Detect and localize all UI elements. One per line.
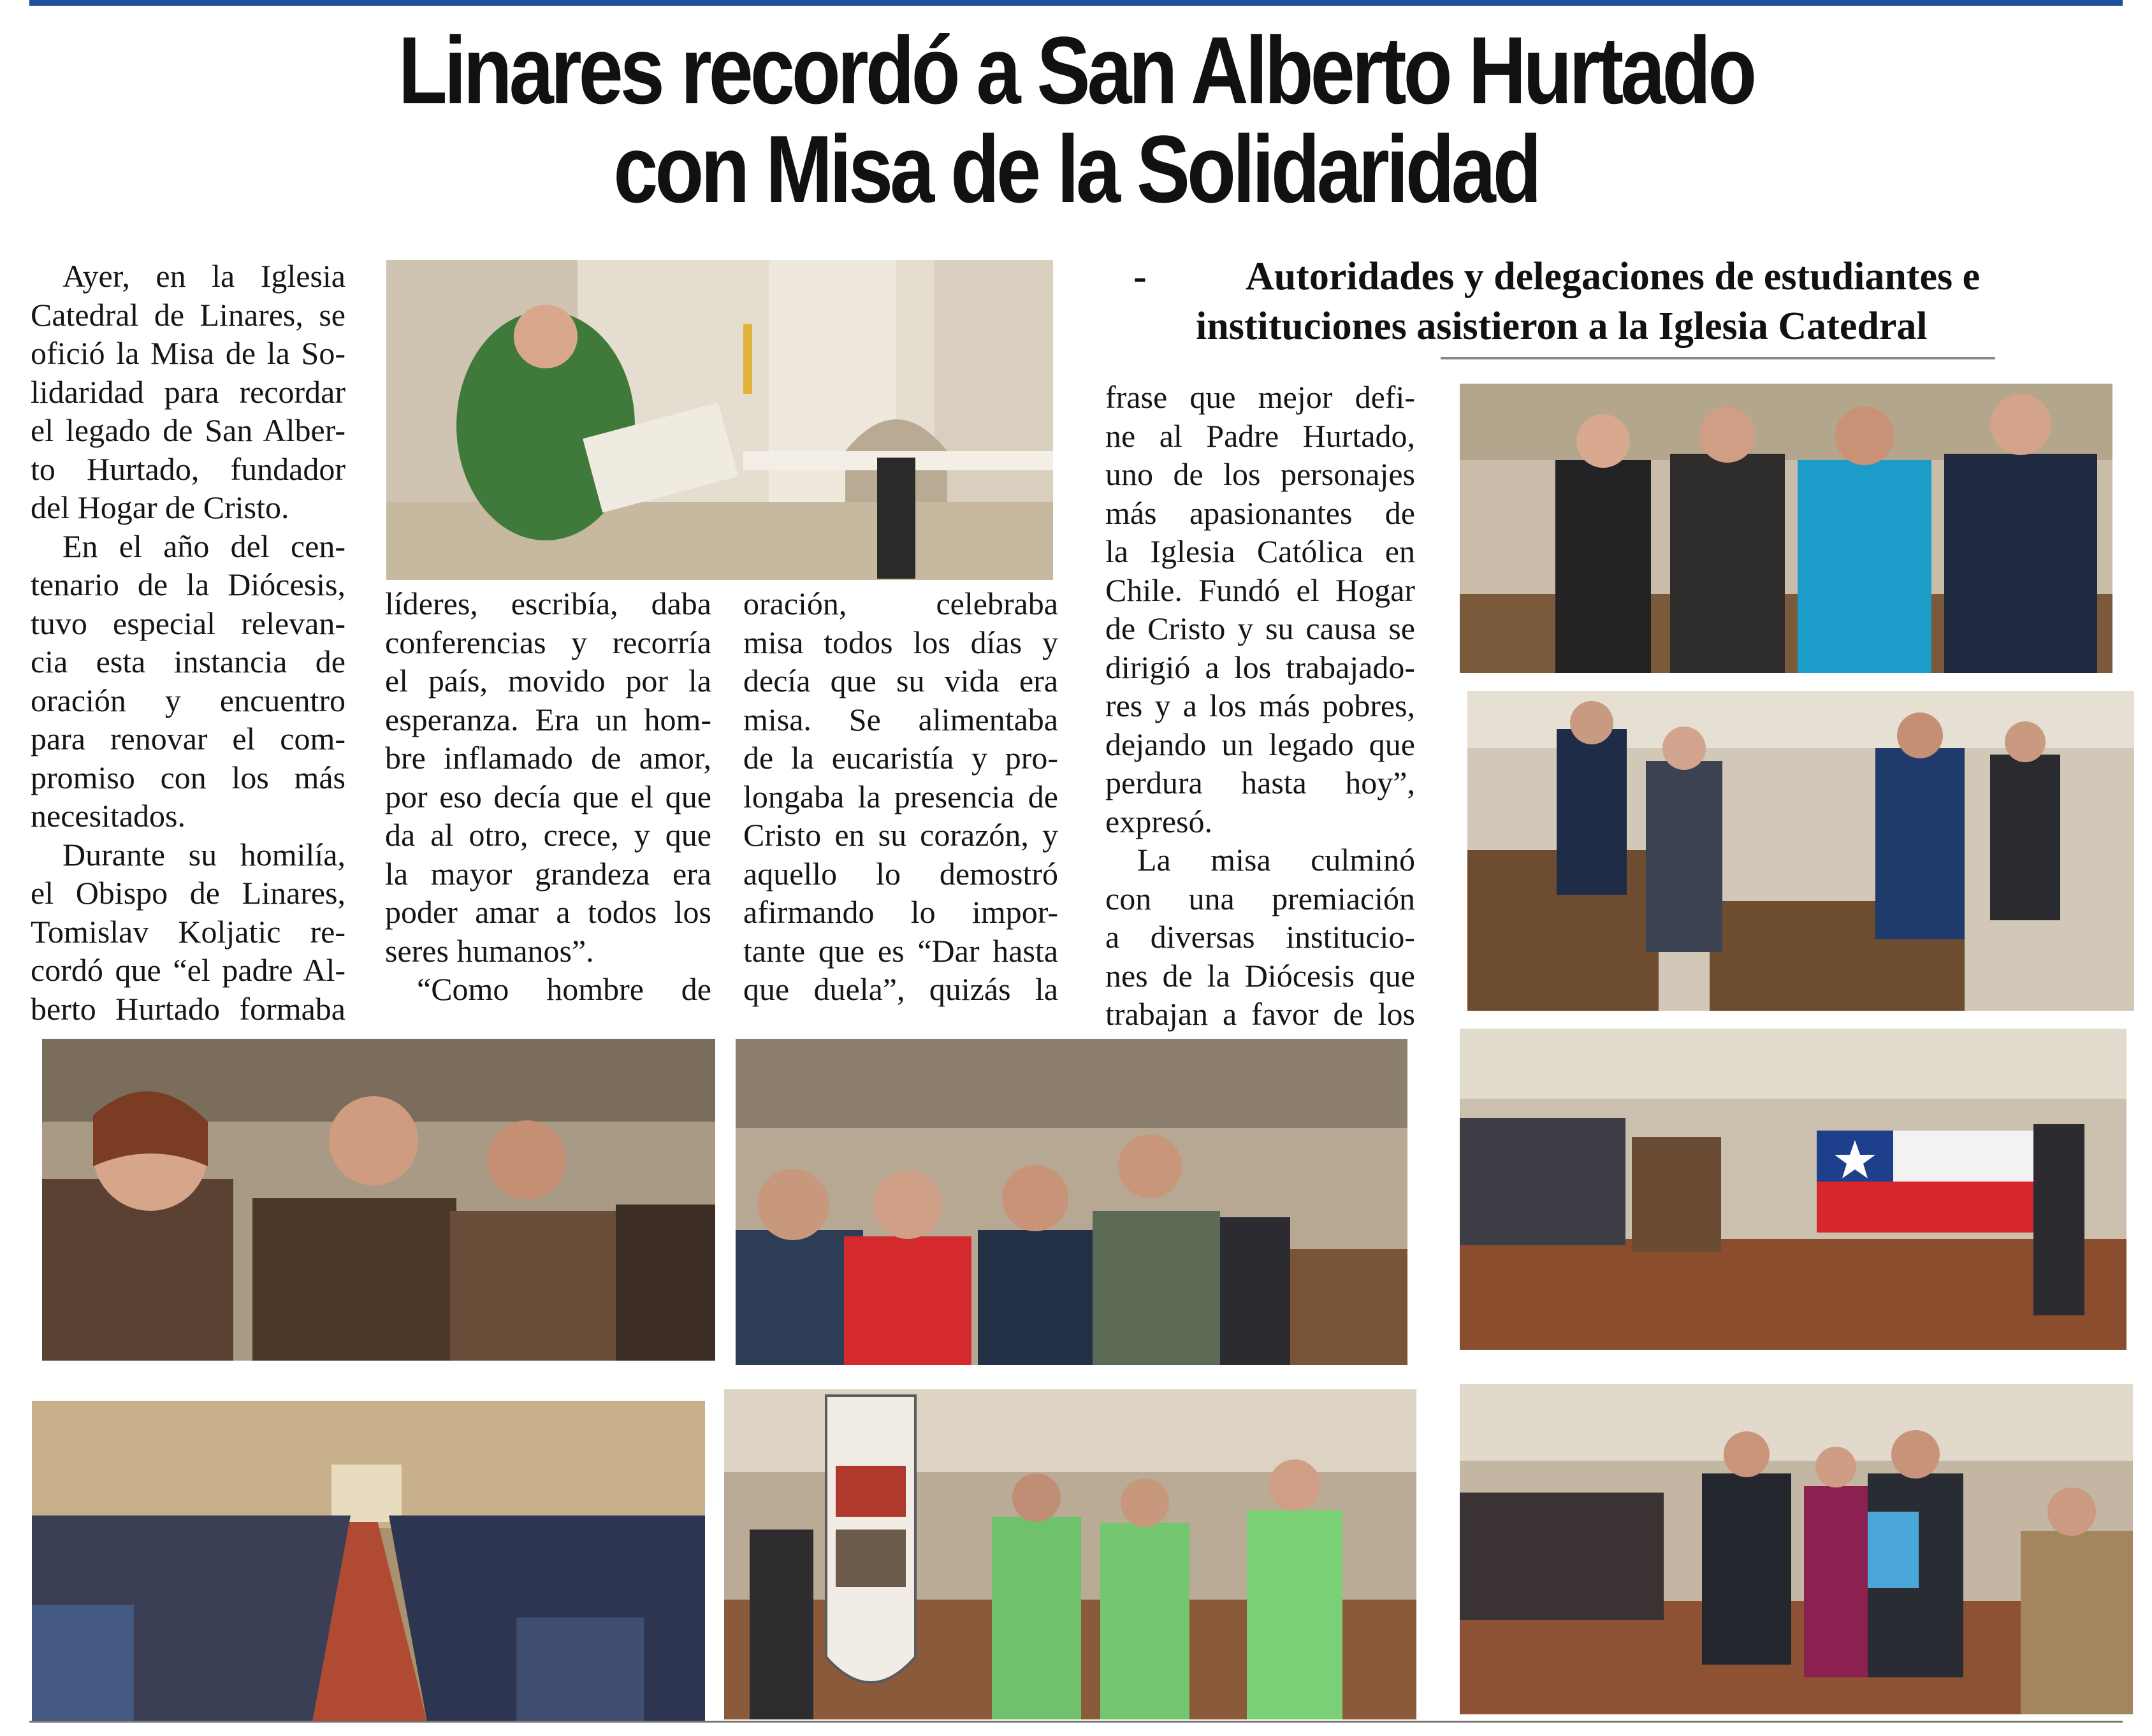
article-column-3 [743,584,1058,1009]
photo-banner-volunteers [724,1389,1416,1719]
article-line: necesitados. [31,798,185,834]
article-line: misa. Se alimentaba [743,701,1058,737]
headline-line-2: con Misa de la Solidaridad [613,115,1539,222]
article-line: expresó. [1105,803,1212,839]
headline-line-1: Linares recordó a San Alberto Hurtado [398,17,1754,124]
article-line: el legado de San Alber- [31,412,345,448]
article-line: la mayor grandeza era [385,855,711,892]
top-accent-bar [29,0,2123,6]
article-line: longaba la presencia de [743,778,1058,814]
article-line: del Hogar de Cristo. [31,489,289,525]
photo-students [1467,691,2134,1011]
article-line: dirigió a los trabajado- [1105,649,1415,685]
article-line: Cristo en su corazón, y [743,817,1058,853]
article-line: afirmando lo impor- [743,894,1058,930]
photo-awards-procession [1460,1384,2133,1714]
article-line: perdura hasta hoy”, [1105,765,1415,800]
article-line: da al otro, crece, y que [385,817,711,853]
article-line: poder amar a todos los [385,894,711,930]
article-line: para renovar el com- [31,721,345,756]
article-column-4 [1105,378,1415,1072]
article-column-1 [31,257,345,1028]
article-line: cordó que “el padre Al- [31,952,345,988]
article-line: En el año del cen- [62,528,345,564]
article-line: Catedral de Linares, se [31,296,345,333]
article-line: tante que es “Dar hasta [743,932,1058,969]
article-line: a diversas institucio- [1105,919,1415,955]
article-line: decía que su vida era [743,663,1058,698]
article-line: conferencias y recorría [385,624,711,660]
article-line: Durante su homilía, [62,836,345,872]
subheadline-line-1: Autoridades y delegaciones de estudiantes e [1246,255,1981,298]
photo-cathedral-aisle [32,1401,705,1722]
subheadline-line-2: instituciones asistieron a la Iglesia Catedral [1196,305,1928,348]
article-line: seres humanos”. [385,932,594,969]
article-line: cia esta instancia de [31,644,345,679]
article-line: oración y encuentro [31,682,345,718]
article-line: promiso con los más [31,759,345,795]
article-line: frase que mejor defi- [1105,379,1415,415]
article-line: la Iglesia Católica en [1105,533,1415,569]
article-line: aquello lo demostró [743,855,1058,892]
photo-chilean-flag [1460,1029,2127,1350]
subheadline-underline [1441,357,1995,359]
article-line: lidaridad para recordar [31,373,345,410]
article-line: esperanza. Era un hom- [385,701,711,737]
photo-bishop-homily [386,260,1053,580]
article-line: oración, celebraba [743,586,1058,621]
photo-authorities-seated [736,1039,1407,1365]
article-line: tenario de la Diócesis, [31,567,345,602]
article-line: que duela”, quizás la [743,971,1058,1007]
article-line: Tomislav Koljatic re- [31,913,345,950]
article-line: dejando un legado que [1105,726,1415,762]
subheadline-bullet: - [1133,255,1147,298]
photo-authorities [1460,384,2112,673]
article-line: de la eucaristía y pro- [743,740,1058,776]
article-line: más apasionantes de [1105,495,1415,531]
article-column-2 [385,584,711,1009]
article-line: trabajan a favor de los [1105,996,1415,1032]
article-line: uno de los personajes [1105,456,1415,492]
article-line: nes de la Diócesis que [1105,957,1415,994]
bottom-rule [29,1721,2123,1723]
article-line: Ayer, en la Iglesia [62,258,345,294]
photo-volunteers-seated [42,1039,715,1361]
article-line: con una premiación [1105,880,1415,916]
article-line: líderes, escribía, daba [385,586,711,621]
article-line: to Hurtado, fundador [31,451,345,487]
article-line: bre inflamado de amor, [385,740,711,776]
article-line: res y a los más pobres, [1105,688,1415,723]
article-line: “Como hombre de [417,971,711,1007]
article-line: el país, movido por la [385,663,711,698]
article-line: ne al Padre Hurtado, [1105,417,1415,454]
article-line: tuvo especial relevan- [31,605,345,641]
article-line: La misa culminó [1137,842,1415,878]
article-line: de Cristo y su causa se [1105,611,1415,646]
article-line: el Obispo de Linares, [31,875,345,911]
article-line: ofició la Misa de la So- [31,335,345,371]
article-line: Chile. Fundó el Hogar [1105,572,1415,608]
article-line: berto Hurtado formaba [31,990,345,1027]
article-line: por eso decía que el que [385,778,711,814]
article-line: misa todos los días y [743,624,1058,660]
